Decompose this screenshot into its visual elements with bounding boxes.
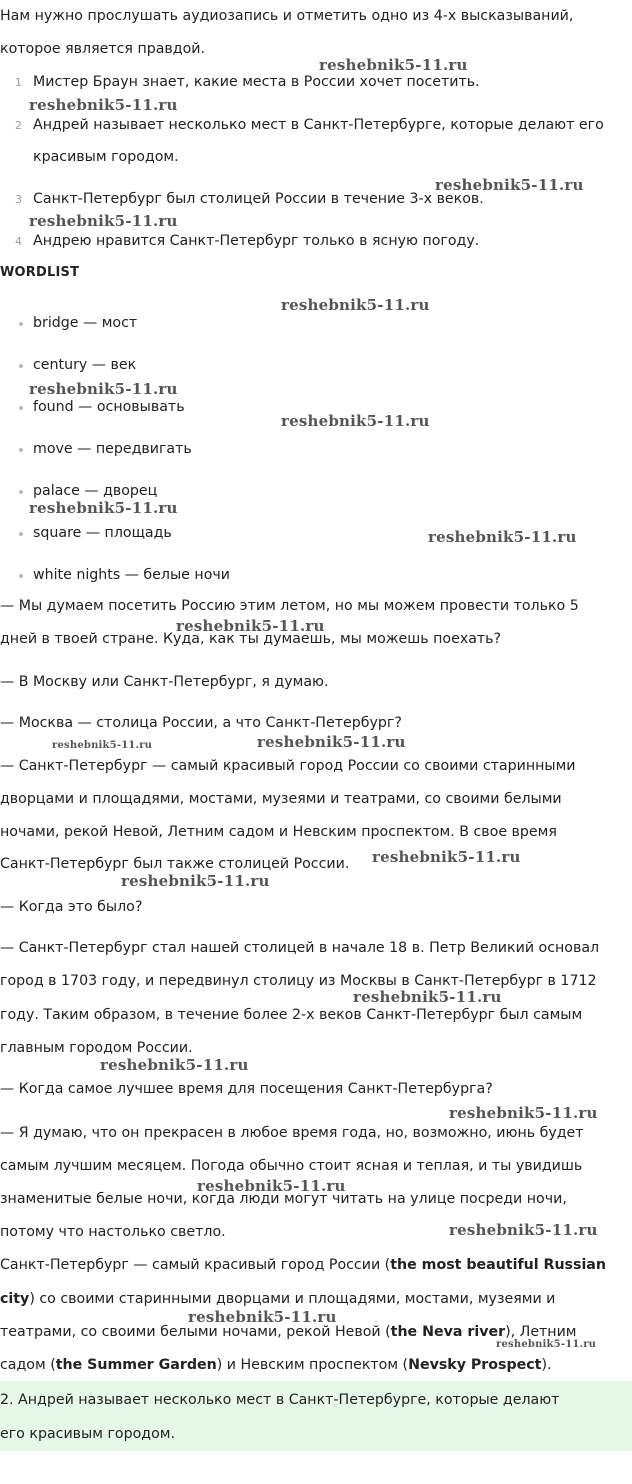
answer-box (0, 1381, 632, 1451)
option-text: Санкт-Петербург был столицей России в течение 3-х веков. (33, 191, 484, 207)
watermark: reshebnik5-11.ru (281, 412, 430, 430)
dialogue-line: — Когда самое лучшее время для посещения Санкт-Петербурга? (0, 1081, 493, 1097)
dialogue-line: — Когда это было? (0, 899, 143, 915)
wordlist-item: bridge — мост (33, 315, 138, 331)
task-intro: Нам нужно прослушать аудиозапись и отметить одно из 4-х высказываний, (0, 8, 574, 24)
wordlist-item: palace — дворец (33, 483, 158, 499)
dialogue-line: ночами, рекой Невой, Летним садом и Невским проспектом. В свое время (0, 824, 557, 840)
wordlist-item: move — передвигать (33, 441, 192, 457)
answer-line: 2. Андрей называет несколько мест в Санкт-Петербурге, которые делают (0, 1392, 560, 1408)
term-bold: city (0, 1291, 30, 1307)
option-text: Андрею нравится Санкт-Петербург только в ясную погоду. (33, 233, 480, 249)
watermark: reshebnik5-11.ru (319, 56, 468, 74)
bullet-icon (19, 574, 23, 578)
watermark: reshebnik5-11.ru (29, 380, 178, 398)
watermark: reshebnik5-11.ru (353, 988, 502, 1006)
dialogue-line: — Я думаю, что он прекрасен в любое время года, но, возможно, июнь будет (0, 1125, 584, 1141)
watermark: reshebnik5-11.ru (428, 528, 577, 546)
dialogue-line: — В Москву или Санкт-Петербург, я думаю. (0, 674, 329, 690)
dialogue-line: — Москва — столица России, а что Санкт-Петербург? (0, 715, 402, 731)
bullet-icon (19, 322, 23, 326)
dialogue-line: дворцами и площадями, мостами, музеями и театрами, со своими белыми (0, 791, 562, 807)
watermark: reshebnik5-11.ru (121, 872, 270, 890)
explanation-line: садом (the Summer Garden) и Невским проспектом (Nevsky Prospect). (0, 1357, 552, 1373)
term-bold: the Summer Garden (55, 1357, 217, 1373)
dialogue-line: году. Таким образом, в течение более 2-х веков Санкт-Петербург был самым (0, 1007, 583, 1023)
bullet-icon (19, 406, 23, 410)
answer-line: его красивым городом. (0, 1426, 175, 1442)
option-text: Мистер Браун знает, какие места в России хочет посетить. (33, 74, 480, 90)
dialogue-line: дней в твоей стране. Куда, как ты думаешь, мы можешь поехать? (0, 631, 502, 647)
watermark: reshebnik5-11.ru (281, 296, 430, 314)
watermark: reshebnik5-11.ru (197, 1177, 346, 1195)
watermark: reshebnik5-11.ru (176, 617, 325, 635)
term-bold: Nevsky Prospect (408, 1357, 542, 1373)
watermark: reshebnik5-11.ru (257, 733, 406, 751)
dialogue-line: — Санкт-Петербург — самый красивый город России со своими старинными (0, 758, 576, 774)
wordlist-item: century — век (33, 357, 137, 373)
term-bold: the Neva river (390, 1324, 506, 1340)
dialogue-line: главным городом России. (0, 1040, 193, 1056)
wordlist-item: square — площадь (33, 525, 172, 541)
option-text: Андрей называет несколько мест в Санкт-Петербурге, которые делают его (33, 117, 604, 133)
dialogue-line: — Мы думаем посетить Россию этим летом, но мы можем провести только 5 (0, 598, 579, 614)
dialogue-line: знаменитые белые ночи, когда люди могут читать на улице посреди ночи, (0, 1191, 567, 1207)
dialogue-line: потому что настолько светло. (0, 1224, 226, 1240)
dialogue-line: самым лучшим месяцем. Погода обычно стоит ясная и теплая, и ты увидишь (0, 1158, 583, 1174)
watermark: reshebnik5-11.ru (52, 740, 153, 751)
watermark: reshebnik5-11.ru (372, 848, 521, 866)
watermark: reshebnik5-11.ru (188, 1308, 337, 1326)
watermark: reshebnik5-11.ru (29, 212, 178, 230)
explanation-line: Санкт-Петербург — самый красивый город России (the most beautiful Russian (0, 1257, 606, 1273)
watermark: reshebnik5-11.ru (496, 1339, 597, 1350)
term-bold: the most beautiful Russian (390, 1257, 606, 1273)
wordlist-item: white nights — белые ночи (33, 567, 230, 583)
bullet-icon (19, 448, 23, 452)
watermark: reshebnik5-11.ru (449, 1104, 598, 1122)
wordlist-item: found — основывать (33, 399, 185, 415)
option-number: 1 (15, 76, 22, 89)
bullet-icon (19, 364, 23, 368)
watermark: reshebnik5-11.ru (435, 176, 584, 194)
explanation-line: city) со своими старинными дворцами и площадями, мостами, музеями и (0, 1291, 556, 1307)
dialogue-line: город в 1703 году, и передвинул столицу из Москвы в Санкт-Петербург в 1712 (0, 973, 597, 989)
bullet-icon (19, 490, 23, 494)
explanation-line: театрами, со своими белыми ночами, рекой Невой (the Neva river), Летним (0, 1324, 577, 1340)
bullet-icon (19, 532, 23, 536)
wordlist-heading: WORDLIST (0, 265, 80, 280)
watermark: reshebnik5-11.ru (449, 1221, 598, 1239)
option-text: красивым городом. (33, 149, 179, 165)
watermark: reshebnik5-11.ru (29, 96, 178, 114)
option-number: 4 (15, 235, 22, 248)
task-intro: которое является правдой. (0, 41, 206, 57)
option-number: 2 (15, 119, 22, 132)
dialogue-line: — Санкт-Петербург стал нашей столицей в начале 18 в. Петр Великий основал (0, 940, 600, 956)
watermark: reshebnik5-11.ru (100, 1056, 249, 1074)
watermark: reshebnik5-11.ru (29, 499, 178, 517)
dialogue-line: Санкт-Петербург был также столицей России. (0, 856, 350, 872)
option-number: 3 (15, 193, 22, 206)
